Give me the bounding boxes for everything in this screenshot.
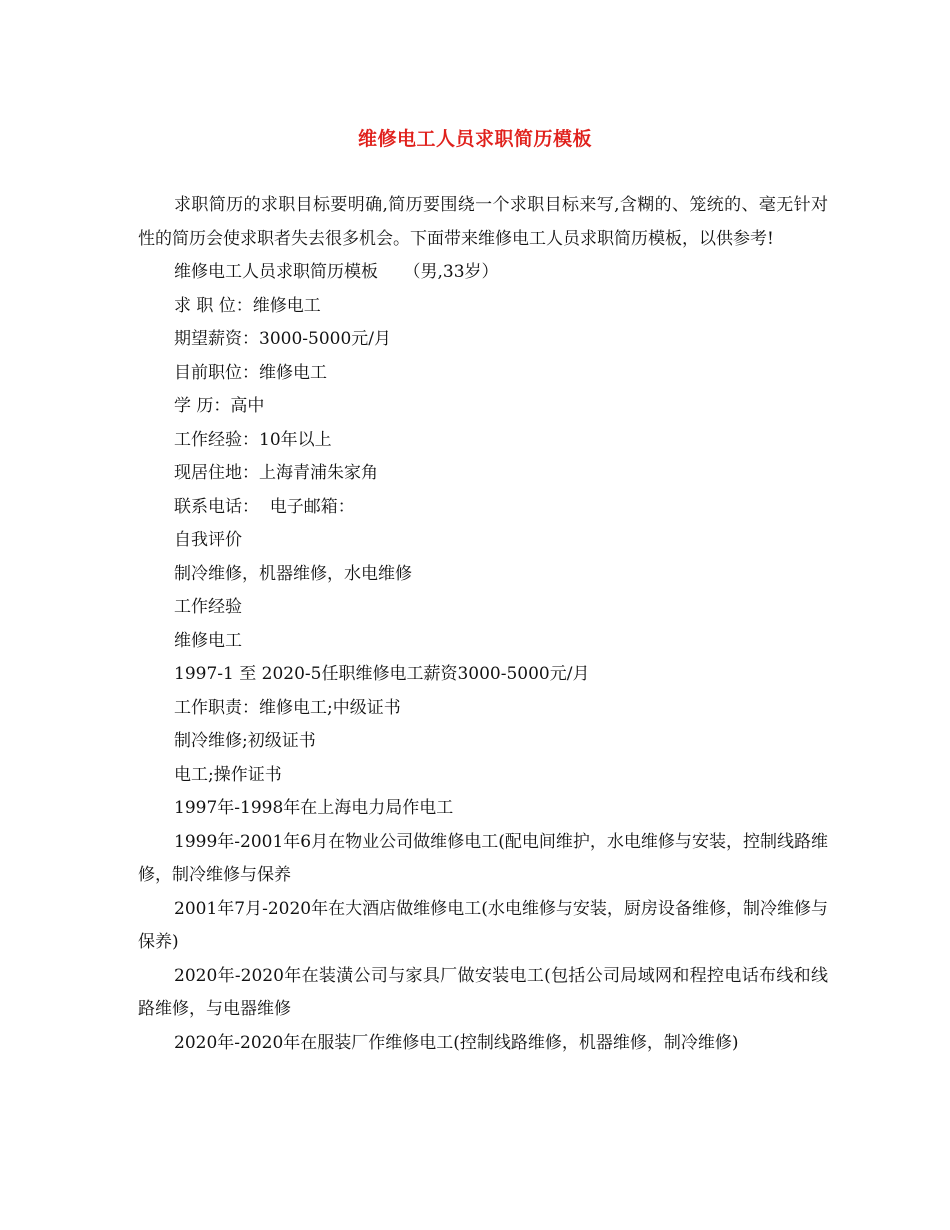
intro-paragraph: 求职简历的求职目标要明确,简历要围绕一个求职目标来写,含糊的、笼统的、毫无针对性的简历会使求职者失去很多机会。下面带来维修电工人员求职简历模板，以供参考!	[138, 195, 828, 249]
self-evaluation-text: 制冷维修，机器维修，水电维修	[174, 563, 412, 584]
electrician-cert-line: 电工;操作证书	[174, 764, 282, 785]
expected-salary-line: 期望薪资：3000-5000元/月	[174, 329, 391, 349]
history-paragraph-1999: 1999年-2001年6月在物业公司做维修电工(配电间维护，水电维修与安装，控制线路维修，制冷维修与保养	[138, 831, 828, 885]
job-duties-line: 工作职责：维修电工;中级证书	[174, 697, 401, 718]
self-evaluation-heading: 自我评价	[174, 530, 242, 550]
job-period-line: 1997-1 至 2020-5任职维修电工薪资3000-5000元/月	[174, 664, 590, 684]
current-position-line: 目前职位：维修电工	[174, 362, 327, 383]
education-line: 学 历：高中	[174, 396, 265, 416]
job-title-line: 维修电工	[174, 630, 242, 651]
history-paragraph-2001: 2001年7月-2020年在大酒店做维修电工(水电维修与安装，厨房设备维修，制冷维修与保养)	[138, 898, 828, 952]
resume-heading-line: 维修电工人员求职简历模板 （男,33岁）	[174, 262, 499, 282]
history-line-1997: 1997年-1998年在上海电力局作电工	[174, 798, 454, 818]
history-paragraph-garment: 2020年-2020年在服装厂作维修电工(控制线路维修，机器维修，制冷维修)	[174, 1032, 739, 1053]
history-paragraph-decoration: 2020年-2020年在装潢公司与家具厂做安装电工(包括公司局域网和程控电话布线和线路维修，与电器维修	[138, 965, 828, 1019]
refrigeration-cert-line: 制冷维修;初级证书	[174, 731, 316, 751]
position-sought-line: 求 职 位：维修电工	[174, 295, 321, 316]
contact-line: 联系电话： 电子邮箱：	[174, 496, 355, 517]
work-experience-years-line: 工作经验：10年以上	[174, 429, 332, 450]
document-body	[138, 189, 828, 1060]
work-experience-heading: 工作经验	[174, 597, 242, 617]
document-title: 维修电工人员求职简历模板	[357, 128, 592, 150]
residence-line: 现居住地：上海青浦朱家角	[174, 463, 378, 483]
